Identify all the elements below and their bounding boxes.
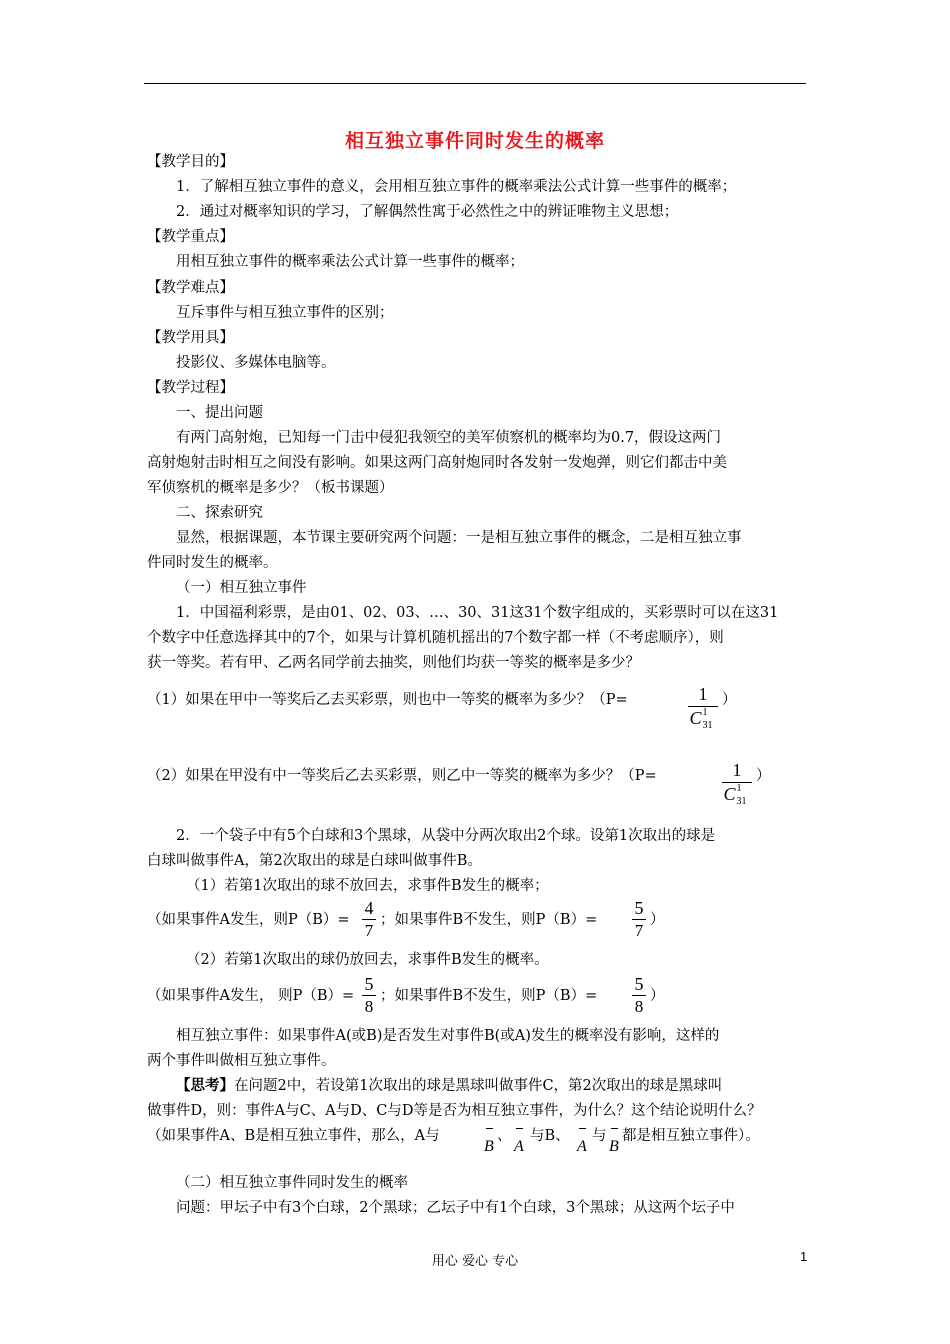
- condition-line-1-close: ）: [650, 912, 665, 928]
- paragraph-line: 件同时发生的概率。: [147, 555, 278, 571]
- question-2-text: （2）如果在甲没有中一等奖后乙去买彩票，则乙中一等奖的概率为多少？（P=: [147, 768, 657, 784]
- sub-question-2: （2）若第1次取出的球仍放回去，求事件B发生的概率。: [186, 952, 549, 968]
- fraction-denominator: $C^1_{31}$: [689, 707, 713, 731]
- page-title: 相互独立事件同时发生的概率: [344, 130, 605, 152]
- paragraph-line: 问题：甲坛子中有3个白球，2个黑球；乙坛子中有1个白球，3个黑球；从这两个坛子中: [176, 1200, 735, 1216]
- sub-question-1: （1）若第1次取出的球不放回去，求事件B发生的概率；: [186, 878, 549, 894]
- paragraph-line: 白球叫做事件A，第2次取出的球是白球叫做事件B。: [147, 853, 482, 869]
- condition-line-1-part-b: ；如果事件B不发生，则P（B）=: [380, 912, 598, 928]
- part-two-heading: 二、探索研究: [176, 505, 263, 521]
- paragraph-line: 个数字中任意选择其中的7个，如果与计算机随机摇出的7个数字都一样（不考虑顺序），则: [147, 630, 724, 646]
- fraction-4-7: [362, 898, 376, 944]
- fraction-denominator: $C^1_{31}$: [723, 783, 747, 807]
- fraction-bar: [632, 919, 646, 920]
- complement-statement: （如果事件A、B是相互独立事件，那么，A与: [147, 1128, 440, 1144]
- question-1-text: （1）如果在甲中一等奖后乙去买彩票，则也中一等奖的概率为多少？（P=: [147, 692, 628, 708]
- subsection-heading-1: （一）相互独立事件: [176, 580, 307, 596]
- difficulty-text: 互斥事件与相互独立事件的区别；: [176, 305, 394, 321]
- section-heading-process: 【教学过程】: [147, 380, 234, 396]
- fraction-numerator: 4: [364, 898, 374, 918]
- question-1-close: ）: [722, 692, 737, 708]
- question-2-close: ）: [756, 768, 771, 784]
- paragraph-line: 显然，根据课题，本节课主要研究两个问题：一是相互独立事件的概念，二是相互独立事: [176, 530, 742, 546]
- condition-line-1: （如果事件A发生，则P（B）=: [147, 912, 350, 928]
- paragraph-line: 有两门高射炮，已知每一门击中侵犯我领空的美军侦察机的概率均为0.7，假设这两门: [176, 430, 722, 446]
- fraction-bar: [362, 995, 376, 996]
- fraction-1-over-c31: [722, 760, 752, 810]
- condition-line-2-close: ）: [650, 988, 665, 1004]
- header-rule: [144, 83, 806, 84]
- key-point-text: 用相互独立事件的概率乘法公式计算一些事件的概率；: [176, 254, 524, 270]
- paragraph-line: 1．中国福利彩票，是由01、02、03、…、30、31这31个数字组成的，买彩票时可以在这31: [176, 605, 779, 621]
- paragraph-line: 做事件D，则：事件A与C、A与D、C与D等是否为相互独立事件，为什么？这个结论说明什么？: [147, 1103, 762, 1119]
- paragraph-line: 获一等奖。若有甲、乙两名同学前去抽奖，则他们均获一等奖的概率是多少？: [147, 655, 640, 671]
- objective-2: 2．通过对概率知识的学习，了解偶然性寓于必然性之中的辨证唯物主义思想；: [176, 204, 679, 220]
- section-heading-objectives: 【教学目的】: [147, 154, 234, 170]
- objective-1: 1．了解相互独立事件的意义，会用相互独立事件的概率乘法公式计算一些事件的概率；: [176, 179, 737, 195]
- condition-line-2: （如果事件A发生， 则P（B）=: [147, 988, 355, 1004]
- fraction-denominator: 8: [364, 997, 374, 1016]
- separator: 与B、: [530, 1128, 570, 1144]
- fraction-1-over-c31: [688, 684, 718, 734]
- separator: 、: [497, 1128, 512, 1144]
- paragraph-line: 军侦察机的概率是多少？（板书课题）: [147, 480, 394, 496]
- think-line: [176, 1076, 722, 1096]
- fraction-5-7: [632, 898, 646, 944]
- page-footer: 用心 爱心 专心: [431, 1254, 519, 1269]
- fraction-numerator: 1: [732, 760, 742, 780]
- think-text: 在问题2中，若设第1次取出的球是黑球叫做事件C，第2次取出的球是黑球叫: [234, 1078, 723, 1094]
- think-label: 【思考】: [176, 1077, 234, 1094]
- section-heading-tools: 【教学用具】: [147, 330, 234, 346]
- paragraph-line: 2．一个袋子中有5个白球和3个黑球，从袋中分两次取出2个球。设第1次取出的球是: [176, 828, 716, 844]
- fraction-denominator: 8: [634, 997, 644, 1016]
- document-page: 相互独立事件同时发生的概率 【教学目的】 1．了解相互独立事件的意义，会用相互独立事件的概率乘法公式计算一些事件的概率； 2．通过对概率知识的学习，了解偶然性寓于必然性之中的辨证唯物主义思想； 【教学重点】 用相互独立事件的概率乘法公式计算一些事件的概率； 【教学难点】 互斥事件与相互独立事件的区别； 【教学用具】 投影仪、多媒体电脑等。 【教学过程】 一、提出问题 有两门高射炮，已知每一门击中侵犯我领空的美军侦察机的概率均为0.7，假设这两门 高射炮射击时相互之间没有影响。如果这两门高射炮同时各发射一发炮弹，则它们都击中美 军侦察机的概率是多少？（板书课题） 二、探索研究 显然，根据课题，本节课主要研究两个问题：一是相互独立事件的概念，二是相互独立事 件同时发生的概率。 （一）相互独立事件 1．中国福利彩票，是由01、02、03、…、30、31这31个数字组成的，买彩票时可以在这31 个数字中任意选择其中的7个，如果与计算机随机摇出的7个数字都一样（不考虑顺序），则 获一等奖。若有甲、乙两名同学前去抽奖，则他们均获一等奖的概率是多少？ （1）如果在甲中一等奖后乙去买彩票，则也中一等奖的概率为多少？（P= 1 $C^1_{31}$ ） （2）如果在甲没有中一等奖后乙去买彩票，则乙中一等奖的概率为多少？（P= 1 $C^1_{31}$ ） 2．一个袋子中有5个白球和3个黑球，从袋中分两次取出2个球。设第1次取出的球是 白球叫做事件A，第2次取出的球是白球叫做事件B。 （1）若第1次取出的球不放回去，求事件B发生的概率； （如果事件A发生，则P（B）= 4 7 ；如果事件B不发生，则P（B）= 5 7 ） （2）若第1次取出的球仍放回去，求事件B发生的概率。 （如果事件A发生， 则P（B）= 5 8 ；如果事件B不发生，则P（B）= 5 8 ） 相互独立事件：如果事件A(或B)是否发生对事件B(或A)发生的概率没有影响，这样的 两个事件叫做相互独立事件。 【思考】在问题2中，若设第1次取出的球是黑球叫做事件C，第2次取出的球是黑球叫 做事件D，则：事件A与C、A与D、C与D等是否为相互独立事件，为什么？这个结论说明什么？ （如果事件A、B是相互独立事件，那么，A与 B 、 A 与B、 A 与 B 都是相互独立事件）。 （二）相互独立事件同时发生的概率 问题：甲坛子中有3个白球，2个黑球；乙坛子中有1个白球，3个黑球；从这两个坛子中 用心 爱心 专心 1: [0, 0, 950, 1344]
- definition-line: 两个事件叫做相互独立事件。: [147, 1053, 336, 1069]
- separator: 与: [592, 1128, 607, 1144]
- fraction-denominator: 7: [634, 921, 644, 940]
- page-number: 1: [800, 1249, 808, 1264]
- fraction-numerator: 1: [698, 684, 708, 704]
- fraction-numerator: 5: [634, 898, 644, 918]
- tools-text: 投影仪、多媒体电脑等。: [176, 355, 336, 371]
- fraction-numerator: 5: [634, 974, 644, 994]
- fraction-5-8: [632, 974, 646, 1020]
- subsection-heading-2: （二）相互独立事件同时发生的概率: [176, 1175, 408, 1191]
- fraction-denominator: 7: [364, 921, 374, 940]
- definition-line: 相互独立事件：如果事件A(或B)是否发生对事件B(或A)发生的概率没有影响，这样的: [176, 1028, 720, 1044]
- fraction-bar: [632, 995, 646, 996]
- fraction-bar: [362, 919, 376, 920]
- fraction-5-8: [362, 974, 376, 1020]
- paragraph-line: 高射炮射击时相互之间没有影响。如果这两门高射炮同时各发射一发炮弹，则它们都击中美: [147, 455, 727, 471]
- part-one-heading: 一、提出问题: [176, 405, 263, 421]
- section-heading-difficulty: 【教学难点】: [147, 280, 234, 296]
- complement-statement-end: 都是相互独立事件）。: [622, 1128, 760, 1144]
- fraction-numerator: 5: [364, 974, 374, 994]
- condition-line-2-part-b: ；如果事件B不发生，则P（B）=: [380, 988, 598, 1004]
- section-heading-key-point: 【教学重点】: [147, 229, 234, 245]
